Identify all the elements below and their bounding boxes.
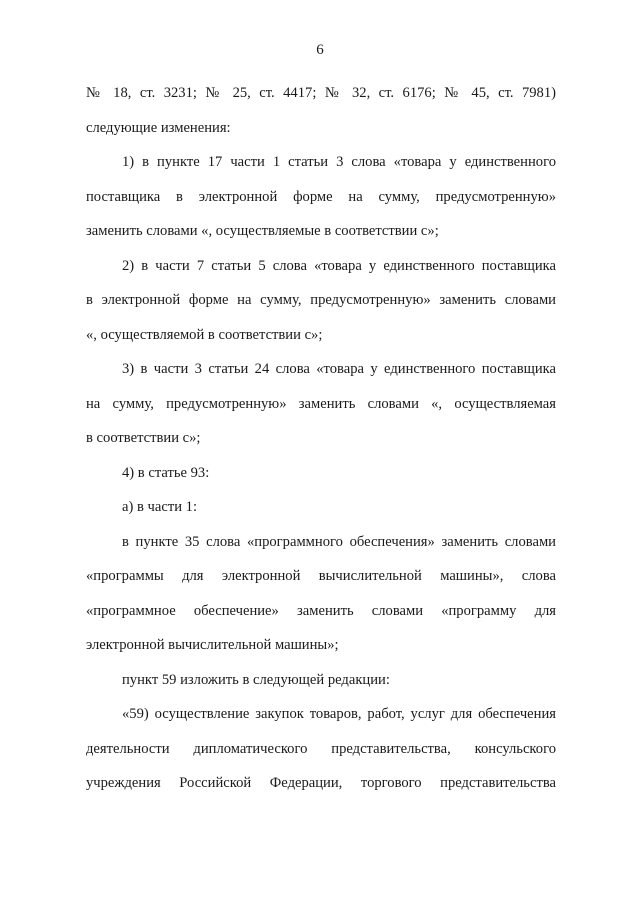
paragraph <box>86 76 556 145</box>
text-line: «, осуществляемой в соответствии с»; <box>86 326 323 343</box>
text-line: 4) в статье 93: <box>122 464 210 481</box>
text-line: «программы для электронной вычислительной машины», слова <box>86 568 556 584</box>
paragraph <box>86 490 556 525</box>
text-line: поставщика в электронной форме на сумму, предусмотренную» <box>86 188 556 205</box>
text-line: 1) в пункте 17 части 1 статьи 3 слова «товара у единственного <box>122 154 556 170</box>
text-line: в электронной форме на сумму, предусмотренную» заменить словами <box>86 292 556 308</box>
text-line: а) в части 1: <box>122 499 198 515</box>
page-number: 6 <box>316 42 324 58</box>
text-line: в пункте 35 слова «программного обеспечения» заменить словами <box>122 533 556 550</box>
text-line: заменить словами «, осуществляемые в соответствии с»; <box>86 223 439 239</box>
paragraph <box>86 456 556 491</box>
text-line: следующие изменения: <box>86 119 231 136</box>
paragraph <box>86 663 556 698</box>
text-line: деятельности дипломатического представительства, консульского <box>86 740 556 757</box>
paragraph <box>86 352 556 456</box>
text-line: пункт 59 изложить в следующей редакции: <box>122 671 390 688</box>
text-line: на сумму, предусмотренную» заменить словами «, осуществляемая <box>86 395 556 412</box>
document-body <box>86 76 556 801</box>
text-line: 3) в части 3 статьи 24 слова «товара у единственного поставщика <box>122 361 556 377</box>
text-line: «59) осуществление закупок товаров, работ, услуг для обеспечения <box>122 706 556 722</box>
text-line: учреждения Российской Федерации, торгового представительства <box>86 775 556 791</box>
text-line: № 18, ст. 3231; № 25, ст. 4417; № 32, ст. 6176; № 45, ст. 7981) <box>86 85 556 101</box>
paragraph <box>86 525 556 663</box>
text-line: 2) в части 7 статьи 5 слова «товара у единственного поставщика <box>122 257 556 274</box>
text-line: «программное обеспечение» заменить словами «программу для <box>86 602 556 619</box>
paragraph <box>86 145 556 249</box>
text-line: электронной вычислительной машины»; <box>86 637 339 653</box>
paragraph <box>86 249 556 353</box>
text-line: в соответствии с»; <box>86 430 201 446</box>
paragraph <box>86 697 556 801</box>
